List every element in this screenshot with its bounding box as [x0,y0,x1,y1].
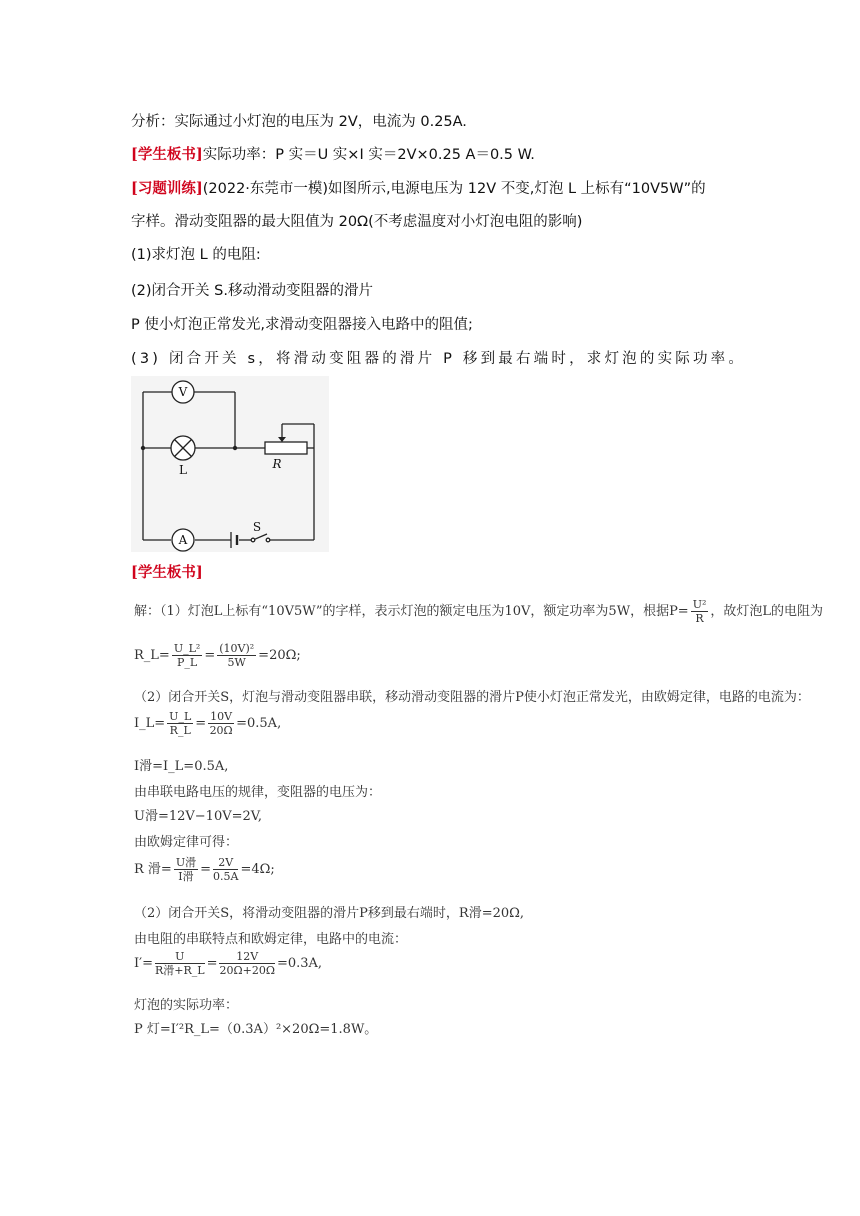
solution-step-6: 由串联电路电压的规律，变阻器的电压为： [134,785,382,800]
solution-step-10: （2）闭合开关S，将滑动变阻器的滑片P移到最右端时，R滑=20Ω, [134,906,525,921]
solution-text: =20Ω; [258,648,301,663]
fraction-numerator: U_L² [173,642,201,655]
exercise-tag: [习题训练] [131,180,203,197]
junction-right [233,446,237,450]
question-2a: (2)闭合开关 S.移动滑动变阻器的滑片 [131,283,373,299]
board-line-2 [131,563,203,583]
solution-text: =0.5A, [236,716,282,731]
fraction-denominator: 20Ω+20Ω [219,964,275,977]
solution-step-2: R_L= $\frac{\text{U\_L²}}{P\_L}$ = $\frac{\text{(10V)²}}{5W}$ =20Ω; [134,642,301,669]
fraction-numerator: 2V [213,856,238,870]
fraction-numerator: U² [692,598,707,611]
solution-text: =0.3A, [276,956,323,971]
switch-label: S [252,520,262,534]
voltmeter-label: V [178,385,188,399]
fraction [172,642,203,669]
exercise-line [131,179,706,199]
lamp-label: L [179,463,187,477]
fraction-denominator: 5W [227,656,246,669]
solution-text: I_L= [134,716,166,731]
exercise-line-2: 字样。滑动变阻器的最大阻值为 20Ω(不考虑温度对小灯泡电阻的影响) [131,214,583,230]
fraction-denominator: R滑+R_L [154,964,205,977]
solution-step-3: （2）闭合开关S，灯泡与滑动变阻器串联，移动滑动变阻器的滑片P使小灯泡正常发光，由欧姆定律，电路的电流为： [134,690,810,705]
question-2b: P 使小灯泡正常发光,求滑动变阻器接入电路中的阻值; [131,317,473,333]
solution-step-5: I滑=I_L=0.5A, [134,759,229,774]
solution-step-7: U滑=12V−10V=2V, [134,809,263,824]
fraction-numerator: U [155,950,205,964]
analysis-line: 分析：实际通过小灯泡的电压为 2V，电流为 0.25A. [131,114,467,130]
solution-step-1 [134,598,823,625]
solution-text: 解：（1）灯泡L上标有“10V5W”的字样，表示灯泡的额定电压为10V，额定功率为5W，根据P= [134,604,689,619]
solution-step-13: 灯泡的实际功率： [134,998,239,1013]
fraction [219,950,274,977]
solution-text: =4Ω; [240,862,275,877]
student-board-tag-2: [学生板书] [131,564,203,581]
solution-step-14: P 灯=I′²R_L=（0.3A）²×20Ω=1.8W。 [134,1022,378,1037]
fraction [155,950,205,977]
solution-step-11: 由电阻的串联特点和欧姆定律，电路中的电流： [134,932,408,947]
fraction-denominator: 20Ω [209,724,233,737]
fraction-denominator: R_L [169,724,191,737]
solution-step-12: I′= $\frac{U}{\text{R滑+R\_L}}$ = $\frac{12V}{20\Omega+20\Omega}$ =0.3A, [134,950,323,977]
fraction-numerator: U滑 [175,856,197,869]
fraction [213,856,238,883]
fraction-numerator: (10V)² [219,642,255,655]
actual-power-text: 实际功率：P 实＝U 实×I 实＝2V×0.25 A＝0.5 W. [202,147,535,163]
circuit-svg [131,376,329,552]
slider-arrow [278,437,286,442]
fraction [217,642,256,669]
fraction-denominator: 0.5A [213,870,239,883]
solution-step-8: 由欧姆定律可得： [134,835,239,850]
solution-text: R 滑= [134,862,172,877]
fraction [174,856,198,883]
fraction-denominator: P_L [176,656,198,669]
fraction [691,598,709,625]
question-3: (3) 闭合开关 s，将滑动变阻器的滑片 P 移到最右端时，求灯泡的实际功率。 [131,351,747,367]
ammeter-label: A [178,533,188,547]
solution-text: R_L= [134,648,170,663]
question-1: (1)求灯泡 L 的电阻: [131,247,261,263]
solution-step-4: I_L= $\frac{U\_L}{R\_L}$ = $\frac{10V}{20\Omega}$ =0.5A, [134,710,282,737]
solution-text: ，故灯泡L的电阻为 [710,604,824,619]
board-line-1 [131,145,535,165]
solution-text: I′= [134,956,153,971]
fraction [208,710,234,737]
rheostat-label: R [272,457,282,471]
exercise-text: (2022·东莞市一模)如图所示,电源电压为 12V 不变,灯泡 L 上标有“10V5W”的 [202,181,706,197]
fraction-numerator: 12V [219,950,274,964]
junction-left [141,446,145,450]
fraction-denominator: I滑 [178,870,194,883]
solution-step-9: R 滑= $\frac{\text{U滑}}{\text{I滑}}$ = $\frac{2V}{0.5A}$ =4Ω; [134,856,275,883]
fraction-denominator: R [695,612,704,625]
fraction-numerator: U_L [169,710,192,723]
circuit-diagram [131,376,329,552]
fraction-numerator: 10V [210,710,233,723]
student-board-tag: [学生板书] [131,146,203,163]
fraction [167,710,193,737]
